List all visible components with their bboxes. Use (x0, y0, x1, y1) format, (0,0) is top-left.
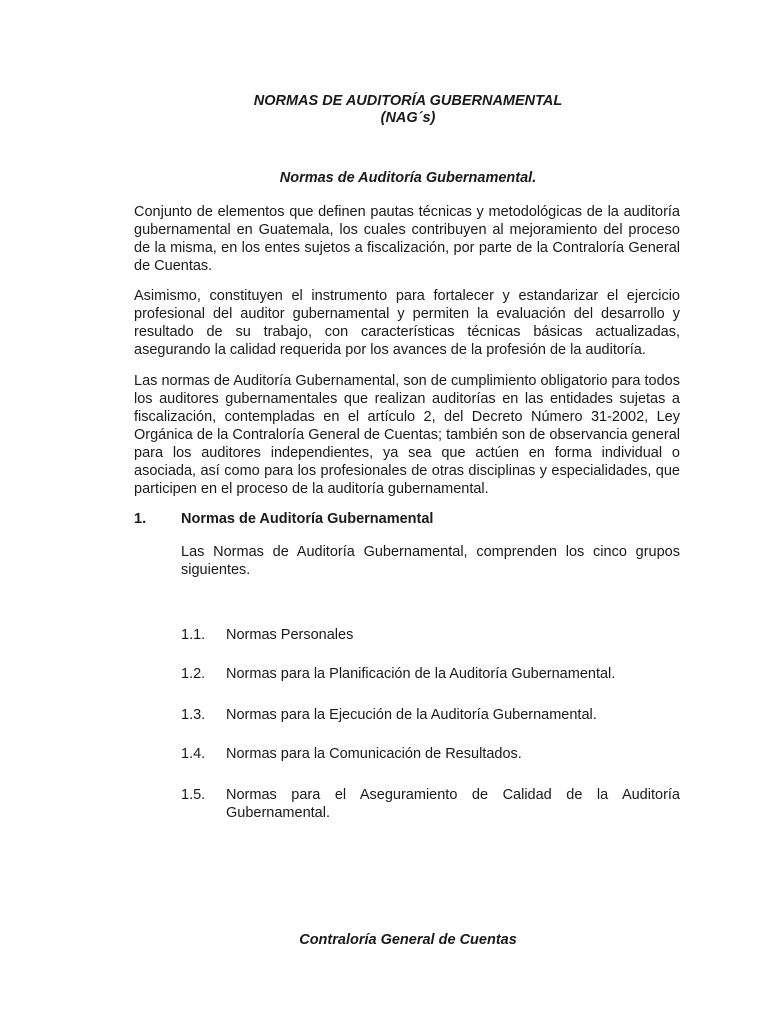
list-item-text: Normas Personales (226, 627, 354, 643)
title-line-1: NORMAS DE AUDITORÍA GUBERNAMENTAL (253, 93, 563, 109)
list-item-number: 1.4. (181, 746, 206, 762)
document-subtitle: Normas de Auditoría Gubernamental. (279, 170, 537, 186)
paragraph-1: Conjunto de elementos que definen pautas técnicas y metodológicas de la auditoría gubernamental en Guatemala, los cuales contribuyen al mejoramiento del proceso de la misma, en los entes sujetos a fiscalización, por parte de la Contraloría General de Cuentas. (134, 204, 680, 274)
list-item-number: 1.1. (181, 627, 206, 643)
document-title (0, 93, 768, 127)
section-number: 1. (134, 511, 147, 527)
paragraph-3: Las normas de Auditoría Gubernamental, son de cumplimiento obligatorio para todos los auditores gubernamentales que realizan auditorías en las entidades sujetas a fiscalización, contempladas en el artículo 2, del Decreto Número 31-2002, Ley Orgánica de la Contraloría General de Cuentas; también son de observancia general para los auditores independientes, ya sea que actúen en forma individual o asociada, así como para los profesionales de otras disciplinas y especialidades, que participen en el proceso de la auditoría gubernamental. (134, 373, 680, 497)
list-item-number: 1.5. (181, 787, 206, 803)
paragraph-2: Asimismo, constituyen el instrumento para fortalecer y estandarizar el ejercicio profesional del auditor gubernamental y permiten la evaluación del desarrollo y resultado de su trabajo, con características técnicas básicas actualizadas, asegurando la calidad requerida por los avances de la profesión de la auditoría. (134, 288, 680, 358)
title-line-2: (NAG´s) (380, 110, 436, 126)
list-item-number: 1.2. (181, 666, 206, 682)
section-intro: Las Normas de Auditoría Gubernamental, comprenden los cinco grupos siguientes. (181, 544, 680, 578)
list-item-text: Normas para el Aseguramiento de Calidad de la Auditoría Gubernamental. (226, 787, 680, 821)
document-footer: Contraloría General de Cuentas (299, 932, 517, 948)
list-item-number: 1.3. (181, 707, 206, 723)
list-item-text: Normas para la Ejecución de la Auditoría Gubernamental. (226, 707, 597, 723)
list-item-text: Normas para la Comunicación de Resultados. (226, 746, 522, 762)
section-heading-text: Normas de Auditoría Gubernamental (181, 511, 434, 527)
list-item-text: Normas para la Planificación de la Auditoría Gubernamental. (226, 666, 616, 682)
